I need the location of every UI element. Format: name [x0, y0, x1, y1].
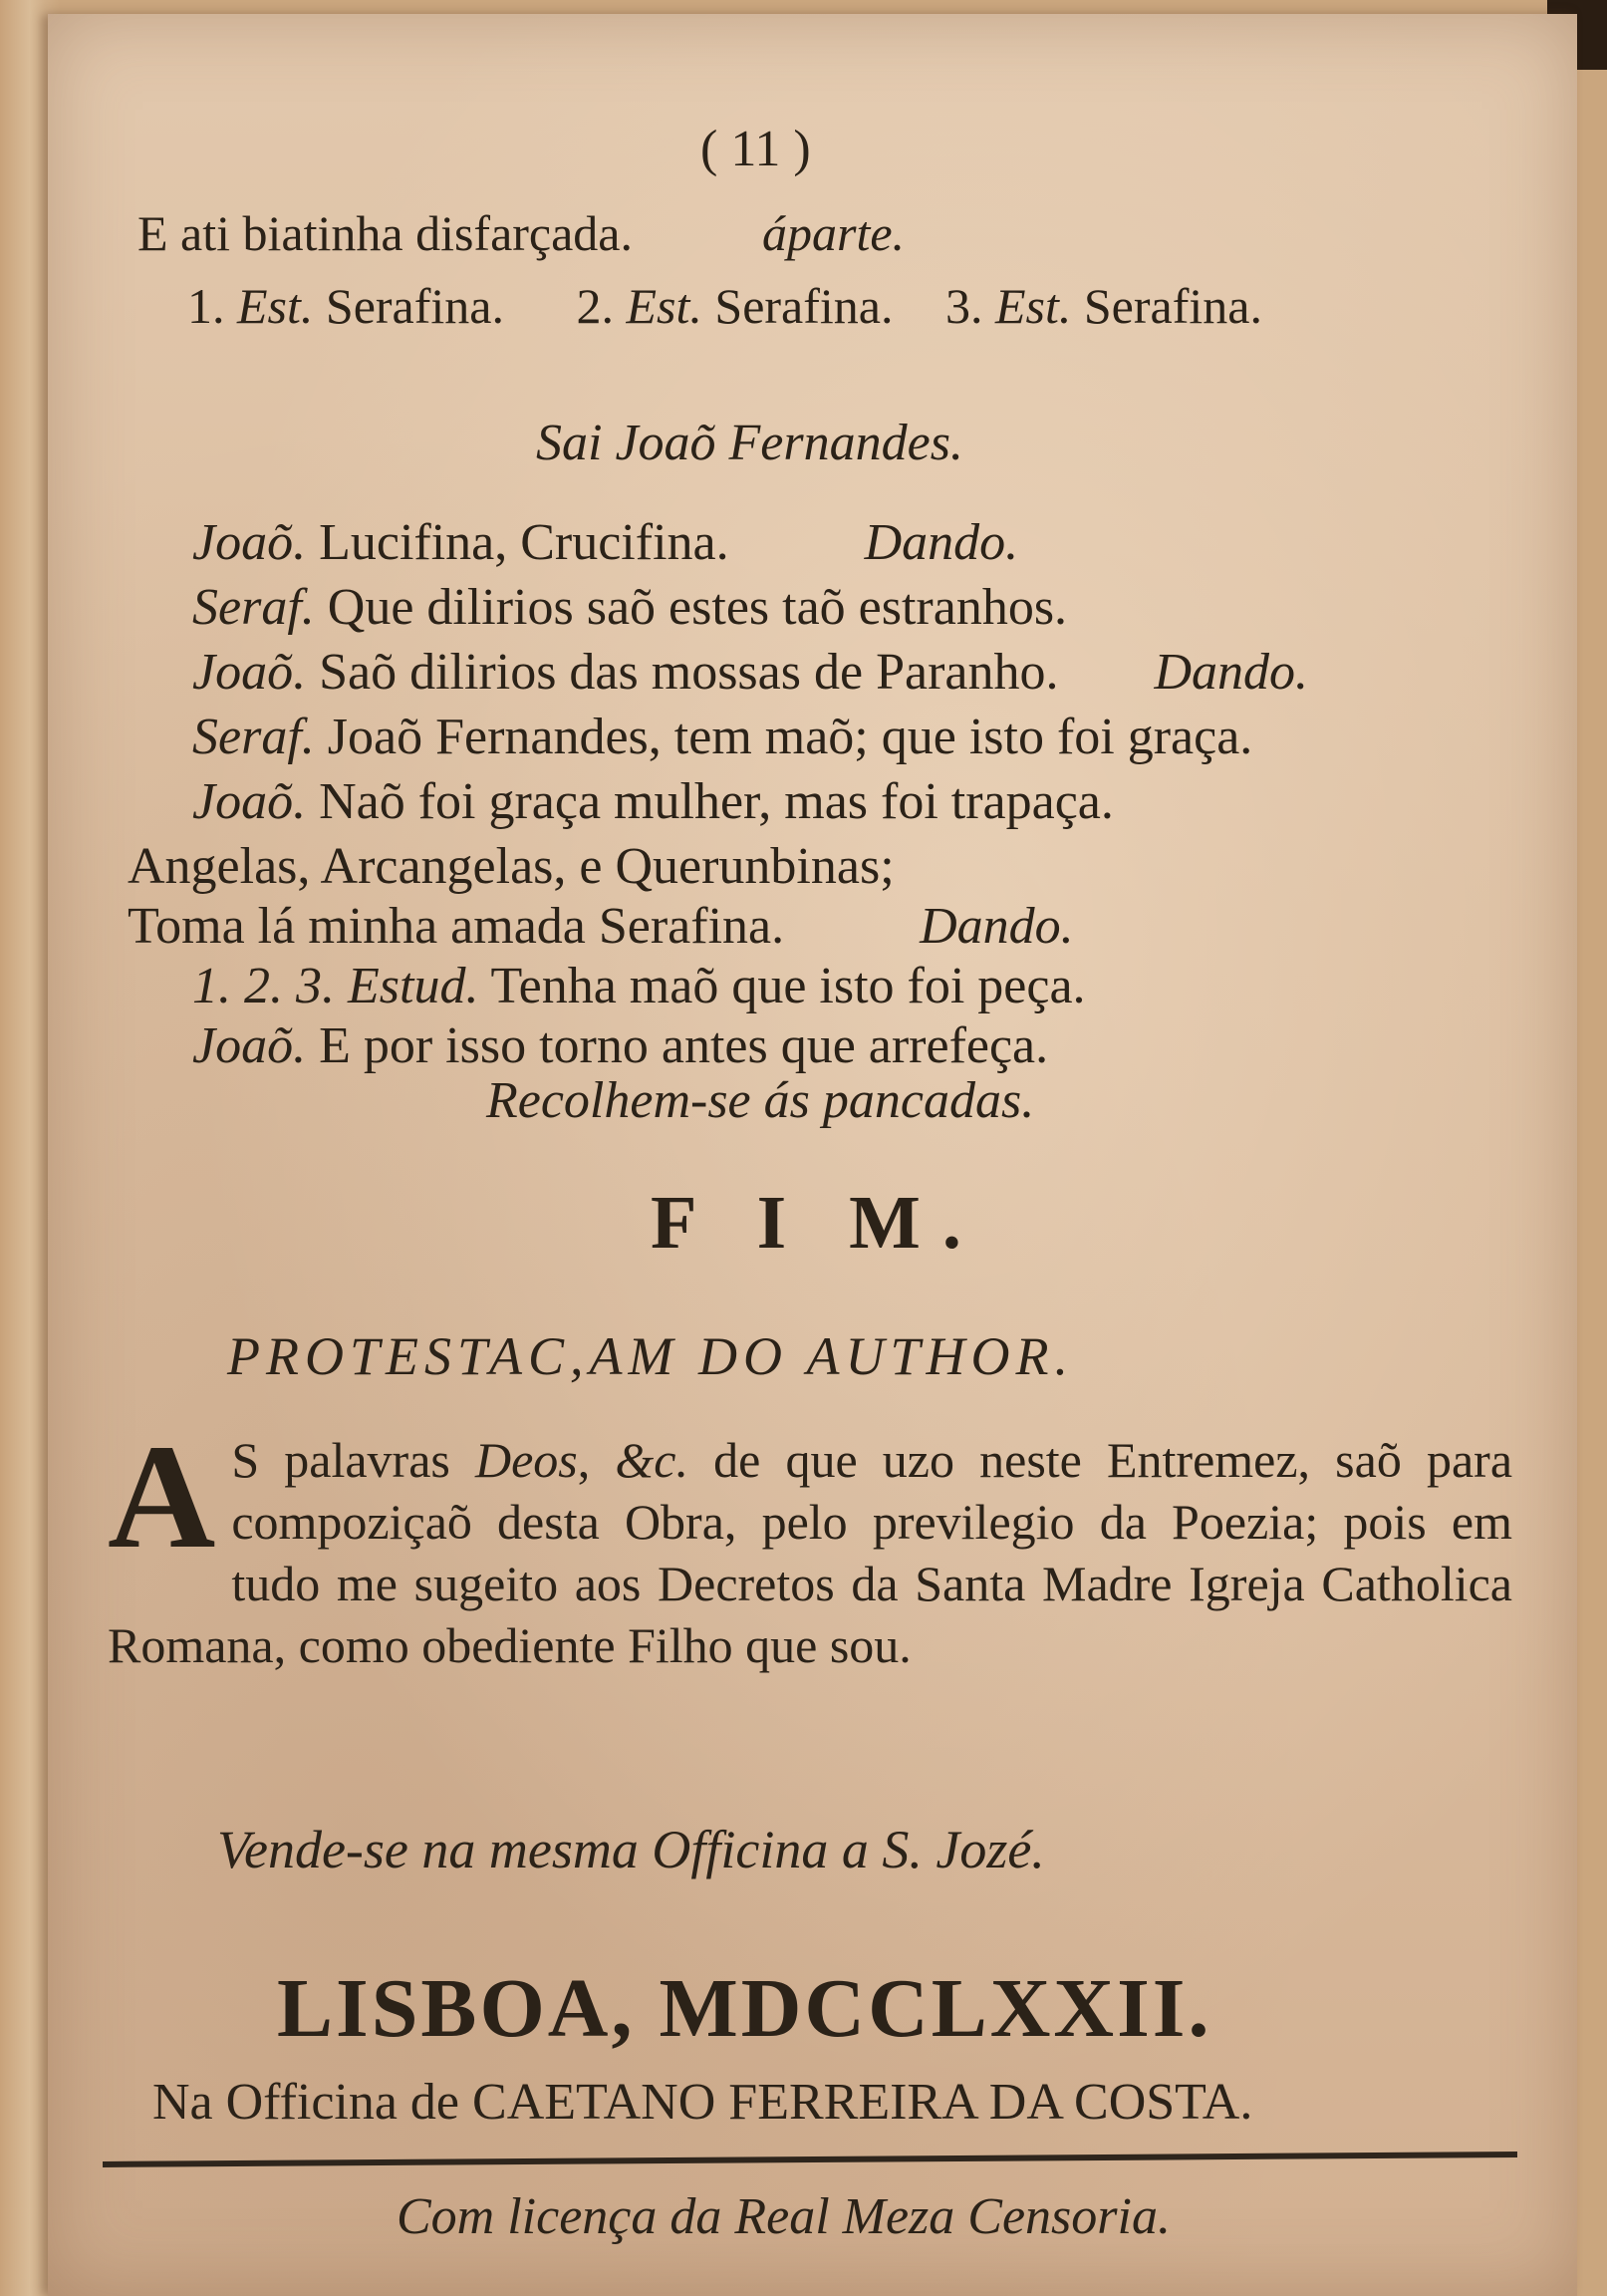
speaker: Joaõ.: [192, 773, 307, 830]
censorship-license: Com licença da Real Meza Censoria.: [397, 2188, 1171, 2245]
imprint-city-year: LISBOA, MDCCLXXII.: [277, 1962, 1212, 2055]
student-number-2: 2.: [576, 278, 614, 334]
protest-text-2: de que uzo neste Entremez, saõ para compoziçaõ desta Obra, pelo previlegio da Poezia; pois em tudo me sugeito aos Decretos da Santa Madre Igreja Catholica Romana, como obediente Filho que sou.: [108, 1432, 1513, 1673]
verse-text: E ati biatinha disfarçada.: [137, 205, 633, 261]
dialogue-line: [128, 838, 895, 895]
imprint-printer: Na Officina de CAETANO FERREIRA DA COSTA.: [152, 2074, 1253, 2131]
student-line-1: Serafina.: [325, 278, 504, 334]
student-number-1: 1.: [187, 278, 225, 334]
dialogue-line: [192, 773, 1114, 830]
fim-heading: F I M.: [651, 1181, 983, 1265]
speaker: Seraf.: [192, 709, 315, 765]
verse-line-2: [187, 278, 1262, 334]
sale-notice: Vende-se na mesma Officina a S. Jozé.: [217, 1820, 1045, 1879]
protest-deos: Deos: [475, 1432, 578, 1488]
line-text: Joaõ Fernandes, tem maõ; que isto foi graça.: [327, 709, 1253, 765]
line-text: Toma lá minha amada Serafina.: [128, 898, 785, 955]
line-text: Saõ dilirios das mossas de Paranho.: [319, 644, 1059, 701]
student-abbr-1: Est.: [237, 278, 314, 334]
speaker: 1. 2. 3. Estud.: [192, 958, 479, 1014]
student-abbr-3: Est.: [994, 278, 1072, 334]
line-text: Naõ foi graça mulher, mas foi trapaça.: [319, 773, 1114, 830]
dialogue-line: [192, 579, 1068, 636]
dialogue-line: [192, 1017, 1049, 1074]
student-line-2: Serafina.: [714, 278, 894, 334]
book-page: [48, 14, 1577, 2296]
dialogue-line: [192, 514, 1019, 571]
speaker: Joaõ.: [192, 644, 307, 701]
dialogue-line: [192, 644, 1309, 701]
dialogue-line: [192, 958, 1086, 1014]
stage-direction-inline: Dando.: [1154, 644, 1309, 701]
protest-text-1: S palavras: [231, 1432, 450, 1488]
speaker: Joaõ.: [192, 514, 307, 571]
line-text: Que dilirios saõ estes taõ estranhos.: [327, 579, 1068, 636]
line-text: Tenha maõ que isto foi peça.: [490, 958, 1086, 1014]
stage-direction-inline: Dando.: [864, 514, 1019, 571]
speaker: Seraf.: [192, 579, 315, 636]
divider-rule: [103, 2152, 1517, 2167]
drop-cap: A: [108, 1414, 216, 1579]
dialogue-line: [192, 709, 1253, 765]
line-text: Angelas, Arcangelas, e Querunbinas;: [128, 838, 895, 895]
final-stage-direction: Recolhem-se ás pancadas.: [486, 1072, 1035, 1129]
verse-line-1: [137, 205, 906, 261]
dialogue-line: [128, 898, 1074, 955]
speaker: Joaõ.: [192, 1017, 307, 1074]
protest-paragraph: [108, 1414, 1513, 1676]
protest-comma: ,: [577, 1432, 591, 1488]
aside-direction: áparte.: [762, 205, 906, 261]
page-number: ( 11 ): [700, 121, 811, 177]
student-number-3: 3.: [944, 278, 983, 334]
protest-heading: PROTESTAC,AM DO AUTHOR.: [227, 1326, 1074, 1386]
line-text: Lucifina, Crucifina.: [319, 514, 729, 571]
stage-direction: Sai Joaõ Fernandes.: [536, 415, 963, 471]
line-text: E por isso torno antes que arrefeça.: [319, 1017, 1049, 1074]
stage-direction-inline: Dando.: [920, 898, 1074, 955]
student-line-3: Serafina.: [1083, 278, 1262, 334]
student-abbr-2: Est.: [626, 278, 702, 334]
protest-etc: &c.: [615, 1432, 688, 1488]
